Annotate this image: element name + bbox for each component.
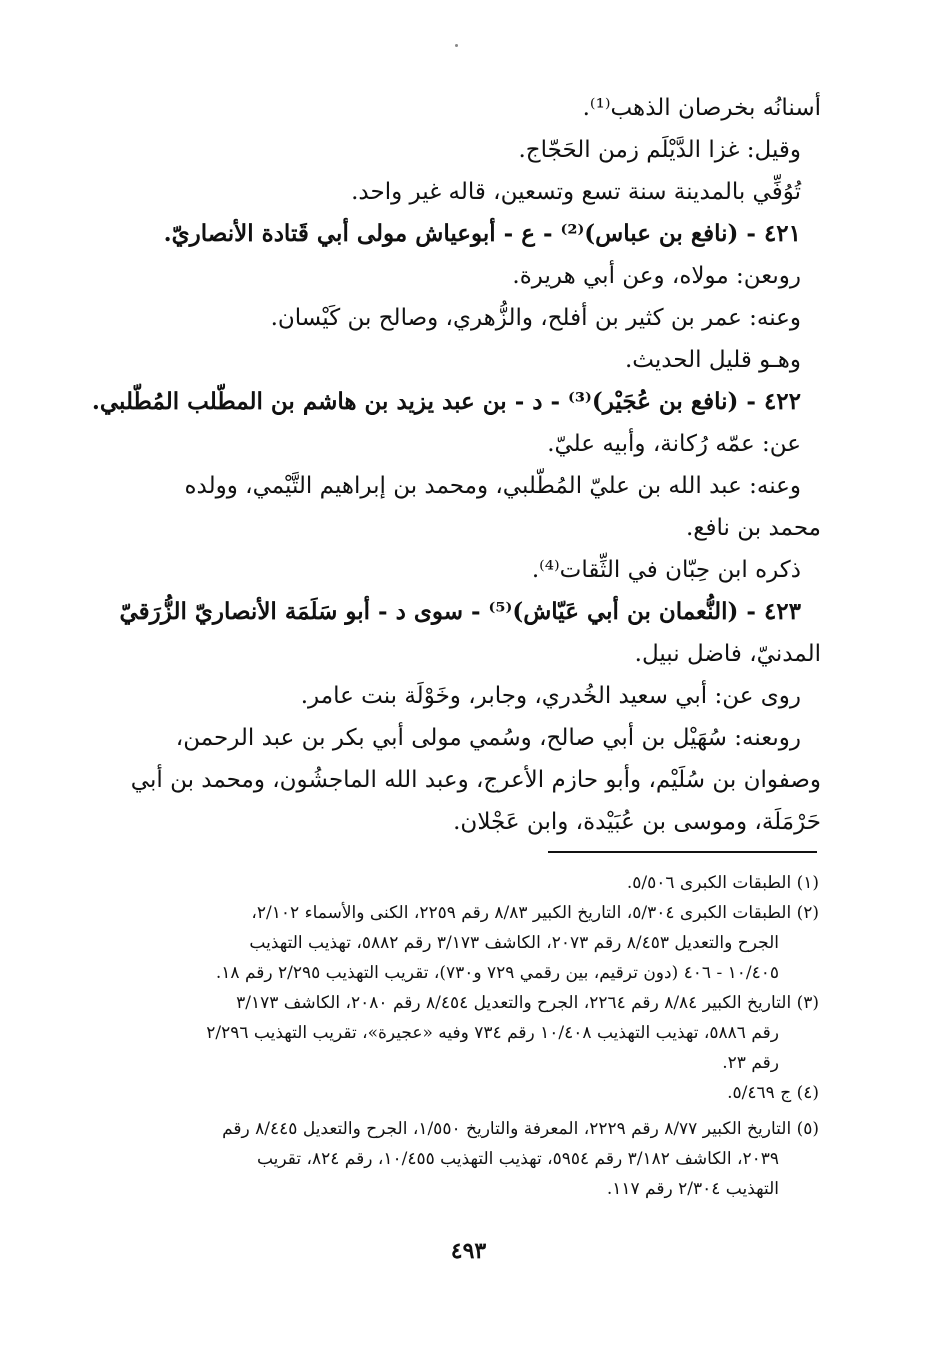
footnote: (١) الطبقات الكبرى ٥/٥٠٦. [626,873,819,893]
footnote-continuation: الجرح والتعديل ٨/٤٥٣ رقم ٢٠٧٣، الكاشف ٣/١٧٣ رقم ٥٨٨٢، تهذيب التهذيب [249,933,779,953]
text-line: حَرْمَلَة، وموسى بن عُبَيْدة، وابن عَجْلان. [453,809,821,835]
entry-heading-421: ٤٢١ - (نافع بن عباس)⁽²⁾ - ع - أبوعياش مولى أبي قَتادة الأنصاريّ. [163,220,801,247]
text-line: تُوُفِّي بالمدينة سنة تسع وتسعين، قاله غير واحد. [351,179,801,205]
text-line: وعنه: عمر بن كثير بن أفلح، والزُّهري، وصالح بن كَيْسان. [270,305,801,331]
text-line: وقيل: غزا الدَّيْلَم زمن الحَجّاج. [518,137,801,163]
text-line: روىعنه: سُهَيْل بن أبي صالح، وسُمي مولى أبي بكر بن عبد الرحمن، [175,725,801,751]
footnote: (٣) التاريخ الكبير ٨/٨٤ رقم ٢٢٦٤، الجرح والتعديل ٨/٤٥٤ رقم ٢٠٨٠، الكاشف ٣/١٧٣ [236,993,819,1013]
footnote: (٤) ج ٥/٤٦٩. [727,1083,819,1103]
footnote: (٥) التاريخ الكبير ٨/٧٧ رقم ٢٢٢٩، المعرفة والتاريخ ١/٥٥٠، الجرح والتعديل ٨/٤٤٥ رقم [222,1119,819,1139]
entry-heading-422: ٤٢٢ - (نافع بن عُجَيْر)⁽³⁾ - د - بن عبد يزيد بن هاشم بن المطّلب المُطّلبي. [91,388,801,415]
text-line: عن: عمّه رُكانة، وأبيه عليّ. [547,431,801,457]
text-line: محمد بن نافع. [685,515,821,541]
text-line: وهـو قليل الحديث. [624,347,801,373]
text-line: روى عن: أبي سعيد الخُدري، وجابر، وخَوْلَة بنت عامر. [300,683,801,709]
footnote-continuation: ١٠/٤٠٥ - ٤٠٦ (دون ترقيم، بين رقمي ٧٢٩ و٧٣٠)، تقريب التهذيب ٢/٢٩٥ رقم ١٨. [215,963,779,983]
scan-mark [455,44,458,47]
text-line: وعنه: عبد الله بن عليّ المُطّلبي، ومحمد بن إبراهيم التَّيْمي، وولده [184,473,801,499]
footnote-divider [548,851,817,853]
text-line: روىعن: مولاه، وعن أبي هريرة. [512,263,801,289]
text-line: وصفوان بن سُلَيْم، وأبو حازم الأعرج، وعبد الله الماجشُون، ومحمد بن أبي [130,767,821,793]
page-number: ٤٩٣ [450,1238,487,1264]
footnote-continuation: ٢٠٣٩، الكاشف ٣/١٨٢ رقم ٥٩٥٤، تهذيب التهذيب ١٠/٤٥٥، رقم ٨٢٤، تقريب [256,1149,779,1169]
footnote-continuation: رقم ٥٨٨٦، تهذيب التهذيب ١٠/٤٠٨ رقم ٧٣٤ وفيه «عجيرة»، تقريب التهذيب ٢/٢٩٦ [206,1023,779,1043]
text-line: ذكره ابن حِبّان في الثِّقات⁽⁴⁾. [531,557,801,583]
footnote-continuation: التهذيب ٢/٣٠٤ رقم ١١٧. [606,1179,779,1199]
entry-heading-423: ٤٢٣ - (النُّعمان بن أبي عَيّاش)⁽⁵⁾ - سوى د - أبو سَلَمَة الأنصاريّ الزُّرَقيّ [119,598,801,625]
footnote: (٢) الطبقات الكبرى ٥/٣٠٤، التاريخ الكبير ٨/٨٣ رقم ٢٢٥٩، الكنى والأسماء ٢/١٠٢، [251,903,819,923]
text-line: المدنيّ، فاضل نبيل. [634,641,821,667]
text-line: أسنانُه بخرصان الذهب⁽¹⁾. [582,95,821,121]
footnote-continuation: رقم ٢٣. [722,1053,779,1073]
